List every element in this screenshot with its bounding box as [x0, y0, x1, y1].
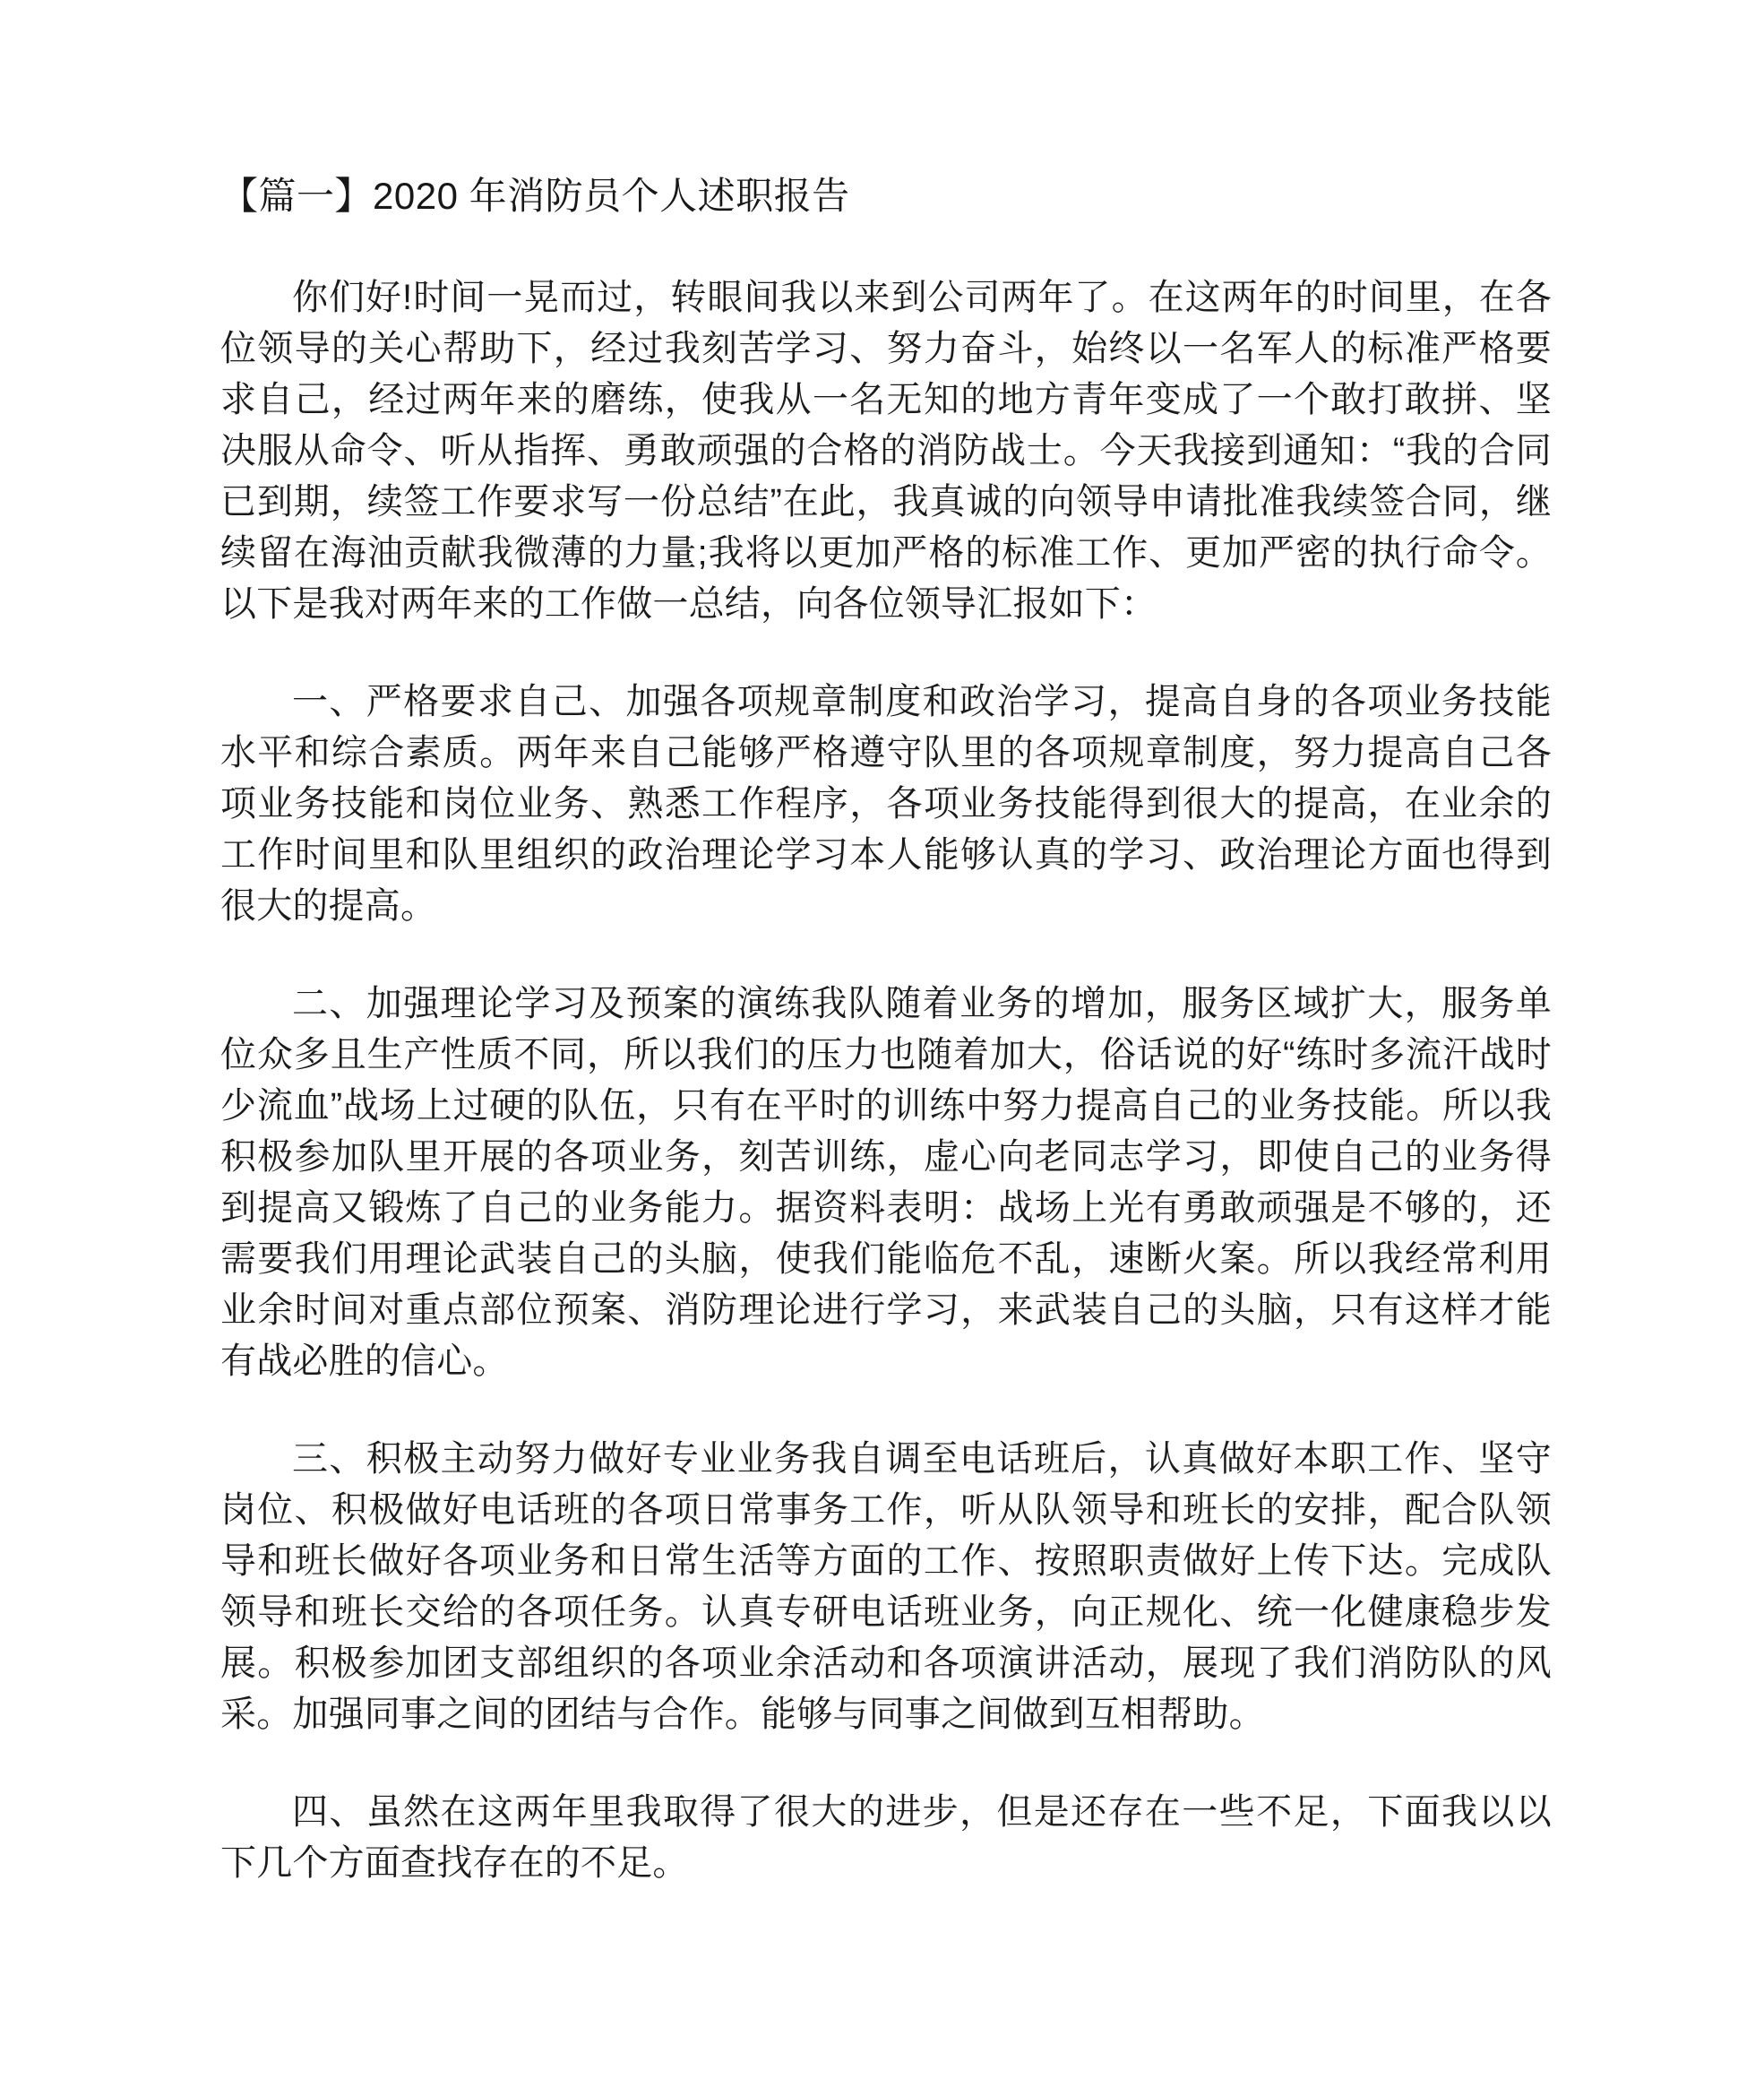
paragraph-greeting: 你们好!时间一晃而过，转眼间我以来到公司两年了。在这两年的时间里，在各位领导的关心帮助下，经过我刻苦学习、努力奋斗，始终以一名军人的标准严格要求自己，经过两年来的磨练，使我从一名无知的地方青年变成了一个敢打敢拼、坚决服从命令、听从指挥、勇敢顽强的合格的消防战士。今天我接到通知：“我的合同已到期，续签工作要求写一份总结”在此，我真诚的向领导申请批准我续签合同，继续留在海油贡献我微薄的力量;我将以更加严格的标准工作、更加严密的执行命令。以下是我对两年来的工作做一总结，向各位领导汇报如下：	[220, 278, 1552, 624]
page-title: 【篇一】2020 年消防员个人述职报告	[220, 175, 850, 217]
paragraph-section-four: 四、虽然在这两年里我取得了很大的进步，但是还存在一些不足，下面我以以下几个方面查找存在的不足。	[220, 1792, 1552, 1883]
paragraph-section-three: 三、积极主动努力做好专业业务我自调至电话班后，认真做好本职工作、坚守岗位、积极做好电话班的各项日常事务工作，听从队领导和班长的安排，配合队领导和班长做好各项业务和日常生活等方面的工作、按照职责做好上传下达。完成队领导和班长交给的各项任务。认真专研电话班业务，向正规化、统一化健康稳步发展。积极参加团支部组织的各项业余活动和各项演讲活动，展现了我们消防队的风采。加强同事之间的团结与合作。能够与同事之间做到互相帮助。	[220, 1439, 1552, 1734]
paragraph-section-two: 二、加强理论学习及预案的演练我队随着业务的增加，服务区域扩大，服务单位众多且生产性质不同，所以我们的压力也随着加大，俗话说的好“练时多流汗战时少流血”战场上过硬的队伍，只有在平时的训练中努力提高自己的业务技能。所以我积极参加队里开展的各项业务，刻苦训练，虚心向老同志学习，即使自己的业务得到提高又锻炼了自己的业务能力。据资料表明：战场上光有勇敢顽强是不够的，还需要我们用理论武装自己的头脑，使我们能临危不乱，速断火案。所以我经常利用业余时间对重点部位预案、消防理论进行学习，来武装自己的头脑，只有这样才能有战必胜的信心。	[220, 984, 1552, 1381]
document-body	[220, 170, 1552, 1889]
paragraph-section-one: 一、严格要求自己、加强各项规章制度和政治学习，提高自身的各项业务技能水平和综合素质。两年来自己能够严格遵守队里的各项规章制度，努力提高自己各项业务技能和岗位业务、熟悉工作程序，各项业务技能得到很大的提高，在业余的工作时间里和队里组织的政治理论学习本人能够认真的学习、政治理论方面也得到很大的提高。	[220, 682, 1552, 926]
